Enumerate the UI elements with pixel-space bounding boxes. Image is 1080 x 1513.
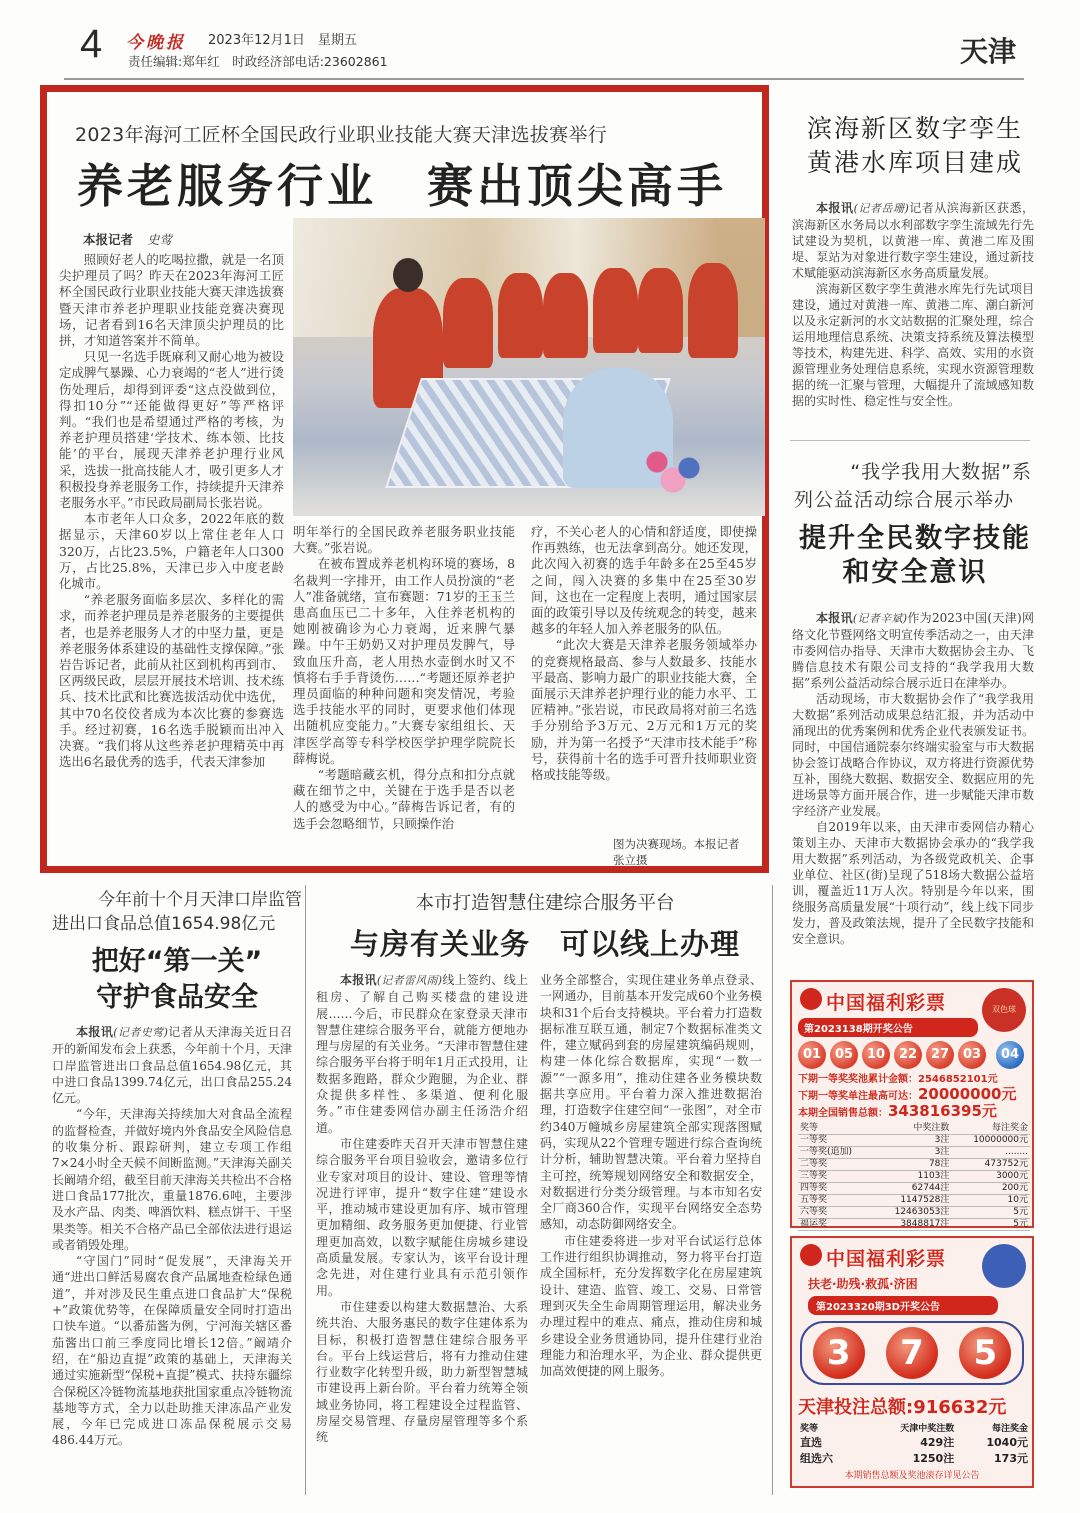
byline-name: 史莺 [147, 232, 173, 247]
housing-article-kicker: 本市打造智慧住建综合服务平台 [415, 893, 675, 914]
paragraph: 线上签约、线上租房、了解自己购买楼盘的建设进展……今后，市民群众在家登录天津市智慧住建综合服务平台，就能方便地办理与房屋的有关业务。“天津市智慧住建综合服务平台将于明年1月正式投用，让数据多跑路，群众少跑腿，为企业、群众提供多样性、多渠道、便利化服务。”市住建委网信办副主任汤浩介绍道。 [316, 973, 528, 1135]
newspaper-logo: 今晚报 [126, 33, 186, 53]
ad-title: 中国福利彩票 [826, 1248, 947, 1270]
housing-article-headline: 与房有关业务 可以线上办理 [349, 927, 740, 961]
byline-label: 本报记者 [83, 232, 134, 247]
paragraph: 疗，不关心老人的心情和舒适度，即使操作再熟练，也无法拿到高分。她还发现，此次闯入初赛的选手年龄多在25至45岁之间，闯入决赛的多集中在25至30岁间，这也在一定程度上表明，通过国家层面的政策引导以及传统观念的转变，越来越多的年轻人加入养老服务的队伍。 [531, 524, 757, 637]
article-body [780, 610, 1050, 947]
article-big-data [780, 458, 1050, 947]
article-body [780, 200, 1050, 409]
red-ball: 22 [894, 1041, 922, 1069]
lead-kicker: 2023年海河工匠杯全国民政行业职业技能大赛天津选拔赛举行 [75, 124, 608, 146]
paragraph: 市住建委将进一步对平台试运行总体工作进行组织协调推动，努力将平台打造成全国标杆，充分发挥数字化在房屋建筑设计、建造、监管、竣工、交易、日常管理到灭失全生命周期管理运用，解决业务办理过程中的难点、痛点，推动住房和城乡建设全业务贯通协同，提升住建行业治理能力和治理水平，为企业、群众提供更加高效便捷的网上服务。 [540, 1233, 762, 1379]
food-article-kicker [52, 888, 302, 936]
number-ball: 3 [813, 1327, 865, 1379]
divider [790, 440, 1030, 441]
number-ball: 7 [886, 1327, 938, 1379]
paragraph: 记者从滨海新区获悉，滨海新区水务局以水利部数字孪生流域先行先试建设为契机，以黄港一库、黄港二库及围堤、泵站为对象进行数字孪生建设，通过新技术赋能驱动滨海新区水务高质量发展。 [792, 201, 1034, 280]
max-prize-line: 下期一等奖单注最高可达：20000000元 [798, 1085, 1017, 1103]
lead-in: 本报讯(记者雷风雨) [340, 973, 443, 987]
kicker-line: 今年前十个月天津口岸监管 [98, 890, 302, 910]
paragraph: 自2019年以来，由天津市委网信办精心策划主办、天津市大数据协会承办的“我学我用大数据”系列活动，为各级党政机关、企事业单位、社区(街)呈现了518场大数据公益培训，覆盖近11万人次。特别是今年以来，围绕服务高质量发展“十项行动”，线上线下同步发力，普及政策法规，提升了全民数字技能和安全意识。 [792, 820, 1034, 946]
table-row: 直选 429注 1040元 [800, 1436, 1028, 1449]
paragraph: 滨海新区数字孪生黄港水库先行先试项目建设，通过对黄港一库、黄港二库、潮白新河以及永定新河的水文站数据的汇聚处理，综合运用地理信息系统、决策支持系统及算法模型等技术，构建先进、科学、高效、实用的水资源管理业务处理信息系统，实现水资源管理数据的统一汇聚与管理，大幅提升了流域感知数据的实时性、稳定性与安全性。 [792, 282, 1034, 408]
article-binhai-digital-twin [780, 112, 1050, 409]
blue-ball: 04 [996, 1041, 1024, 1069]
number-ball: 5 [959, 1327, 1011, 1379]
red-ball: 01 [798, 1041, 826, 1069]
photo-judge [543, 273, 588, 358]
paragraph: 在被布置成养老机构环境的赛场，8名裁判一字排开，由工作人员扮演的“老人”准备就绪，宣布赛题：71岁的王玉兰患高血压已二十多年，入住养老机构的她刚被确诊为心力衰竭，近来脾气暴躁。中午王奶奶又对护理员发脾气，导致血压升高，老人用热水壶倒水时又不慎将右手手背烫伤……“考题还原养老护理员面临的种种问题和突发情况，考验选手技能水平的同时，更要求他们体现出随机应变能力。”大赛专家组组长、天津医学高等专科学校医学护理学院院长薛梅说。 [293, 556, 515, 766]
paragraph: 市住建委以构建大数据慧治、大系统共治、大服务惠民的数字住建体系为目标，积极打造智慧住建综合服务平台。平台上线运营后，将有力推动住建行业数字化转型升级，助力新型智慧城市建设再上新台阶。平台着力统筹全领域业务协同，将工程建设全过程监管、房屋交易管理、存量房屋管理等多个系统 [316, 1299, 528, 1445]
column-divider [772, 885, 773, 1495]
photo-caption: 图为决赛现场。本报记者 张立摄 [613, 837, 751, 867]
table-row: 一等奖(追加) 3注 ........ [800, 1147, 1028, 1157]
page-number: 4 [80, 22, 103, 66]
headline-line: 守护食品安全 [96, 982, 258, 1013]
food-article-headline [52, 944, 302, 1016]
kicker-line: 进出口食品总值1654.98亿元 [52, 914, 276, 934]
article-headline [780, 112, 1050, 180]
paragraph: 市住建委昨天召开天津市智慧住建综合服务平台项目验收会，邀请多位行业专家对项目的设计、建设、管理等情况进行评审，提升“数字住建”建设水平，推动城市建设更加有序、城市管理更加精细、政务服务更加便捷、行业管理更加高效，以数字赋能住房城乡建设高质量发展。专家认为，该平台设计理念先进，对住建行业具有示范引领作用。 [316, 1136, 528, 1298]
article-headline [780, 522, 1050, 590]
lottery-ad-3d [790, 1236, 1034, 1488]
food-article-body [52, 1024, 292, 1449]
table-row: 三等奖 1103注 3000元 [800, 1171, 1028, 1181]
headline-line: 提升全民数字技能 [799, 523, 1031, 554]
game-badge: 双色球 [982, 988, 1026, 1032]
table-row: 五等奖 1147528注 10元 [800, 1195, 1028, 1205]
headline-line: 滨海新区数字孪生 [806, 114, 1023, 143]
photo-judge-head [393, 258, 423, 292]
housing-article-column-1 [316, 972, 528, 1446]
table-row: 四等奖 62744注 200元 [800, 1183, 1028, 1193]
red-ball: 03 [958, 1041, 986, 1069]
table-row: 六等奖 12463053注 5元 [800, 1207, 1028, 1217]
paragraph: 明年举行的全国民政养老服务职业技能大赛。”张岩说。 [293, 524, 515, 556]
article-kicker: 列公益活动综合展示举办 [794, 489, 1015, 511]
lead-column-3 [531, 524, 757, 783]
paragraph: 记者从天津海关近日召开的新闻发布会上获悉，今年前十个月，天津口岸监管进出口食品总值1654.98亿元，其中进口食品1399.74亿元，出口食品255.24亿元。 [52, 1025, 293, 1106]
lead-headline: 养老服务行业 赛出顶尖高手 [77, 159, 727, 213]
paragraph: 本市老年人口众多，2022年底的数据显示，天津60岁以上常住老年人口320万，占比23.5%，户籍老年人口300万，占比25.8%，天津已步入中度老龄化城市。 [59, 511, 284, 592]
photo-judge [593, 268, 638, 353]
jackpot-line: 下期一等奖奖池累计金额：2546852101元 [798, 1074, 998, 1085]
photo-judge [688, 263, 738, 358]
issue-date: 2023年12月1日 星期五 [208, 33, 357, 48]
lottery-ad-double-color [790, 980, 1034, 1228]
table-header: 奖等 中奖注数 每注奖金 [800, 1123, 1028, 1133]
editor-line: 责任编辑:郑年红 时政经济部电话:23602861 [128, 54, 388, 69]
lead-in: 本报讯(记者史莺) [76, 1025, 168, 1039]
section-title: 天津 [959, 35, 1016, 68]
lead-article [40, 85, 769, 873]
lead-column-2 [293, 524, 515, 832]
table-row: 二等奖 78注 473752元 [800, 1159, 1028, 1169]
sales-line: 本期全国销售总额：343816395元 [798, 1102, 997, 1120]
paragraph: 活动现场，市大数据协会作了“我学我用大数据”系列活动成果总结汇报，并为活动中涌现出的优秀案例和优秀企业代表颁发证书。同时，中国信通院泰尔终端实验室与市大数据协会签订战略合作协议，双方将进行资源优势互补，围绕大数据、数据安全、数据应用的先进场景等方面开展合作，进一步赋能天津市数字经济产业发展。 [792, 692, 1034, 818]
lead-in: 本报讯(记者辛斌) [816, 611, 908, 625]
ad-title: 中国福利彩票 [826, 992, 947, 1014]
draw-issue: 第2023138期开奖公告 [798, 1018, 978, 1037]
headline-line: 黄港水库项目建成 [806, 148, 1023, 177]
paragraph: “考题暗藏玄机，得分点和扣分点就藏在细节之中，关键在于选手是否以老人的感受为中心。”薛梅告诉记者，有的选手会忽略细节，只顾操作治 [293, 767, 515, 831]
paragraph: “此次大赛是天津养老服务领域举办的竞赛规格最高、参与人数最多、技能水平最高、影响力最广的职业技能大赛，全面展示天津养老护理行业的能力水平、工匠精神。”张岩说，市民政局将对前三名选手分别给予3万元、2万元和1万元的奖励，并为第一名授予“天津市技术能手”称号，获得前十名的选手可晋升技师职业资格或技能等级。 [531, 637, 757, 783]
lead-photo [293, 218, 765, 516]
housing-article-column-2 [540, 972, 762, 1379]
draw-issue: 第2023320期3D开奖公告 [808, 1296, 998, 1315]
paragraph: “养老服务面临多层次、多样化的需求，而养老护理员是养老服务的主要提供者，也是养老服务人才的中坚力量，更是养老服务体系建设的基础性支撑保障。”张岩告诉记者，此前从社区到机构再到市、区两级民政，层层开展技术培训、技术练兵、技术比武和比赛选拔活动优中选优，其中70名佼佼者成为本次比赛的参赛选手。经过初赛，16名选手脱颖而出冲入决赛。“我们将从这些养老护理精英中再选出6名最优秀的选手，代表天津参加 [59, 592, 284, 770]
masthead [0, 0, 1080, 80]
column-divider [305, 885, 306, 1495]
paragraph: 业务全部整合，实现住建业务单点登录、一网通办，目前基本开发完成60个业务模块和31个后台支持模块。平台着力打造数据标准互联互通，制定7个数据标准类文件，建立赋码到套的房屋建筑编码规则，构建一体化综合数据库，实现“一数一源”“一源多用”，推动住建各业务模块数据共享应用。平台着力深入推进数据治理，打造数字住建空间“一张图”，对全市约340万幢城乡房屋建筑全部实现落图赋码，实现从22个管理专题进行综合查询统计分析，辅助智慧决策。平台着力坚持自主可控，统筹规划网络安全和数据安全，对数据进行分类分级管理。与本市知名安全厂商360合作，实现平台网络安全态势感知，动态防御网络安全。 [540, 973, 762, 1232]
headline-line: 和安全意识 [842, 557, 988, 588]
table-row: 福运奖 3848817注 5元 [800, 1219, 1028, 1229]
headline-line: 把好“第一关” [91, 946, 263, 977]
table-header: 奖等 天津中奖注数 每注奖金 [800, 1424, 1028, 1434]
article-kicker: “我学我用大数据”系 [850, 461, 1032, 483]
welfare-lottery-logo-icon [800, 988, 822, 1010]
winning-numbers [800, 1321, 1024, 1385]
paragraph: 照顾好老人的吃喝拉撒，就是一名顶尖护理员了吗？昨天在2023年海河工匠杯全国民政行业职业技能大赛天津选拔赛暨天津市养老护理职业技能竞赛决赛现场，记者看到16名天津顶尖护理员的比拼，才知道答案并不简单。 [59, 252, 284, 349]
lead-column-1 [59, 252, 284, 771]
welfare-lottery-logo-icon [800, 1244, 822, 1266]
prize-table [798, 1123, 1030, 1231]
paragraph: 只见一名选手既麻利又耐心地为被设定成脾气暴躁、心力衰竭的“老人”进行烫伤处理后，却得到评委“这点没做到位，得扣10分”“还能做得更好”等严格评判。“我们也是希望通过严格的考核，为养老护理员搭建‘学技术、练本领、比技能’的平台，展现天津养老护理行业风采，选拔一批高技能人才，吸引更多人才积极投身养老服务工作，持续提升天津养老服务水平。”市民政局副局长张岩说。 [59, 349, 284, 511]
lead-byline [83, 230, 172, 248]
photo-judge [498, 273, 543, 358]
photo-flowers [633, 438, 713, 498]
tianjin-total: 天津投注总额:916632元 [798, 1397, 1007, 1418]
photo-judge [638, 268, 683, 353]
paragraph: 作为2023中国(天津)网络文化节暨网络文明宣传季活动之一，由天津市委网信办指导、天津市大数据协会主办、飞腾信息技术有限公司支持的“我学我用大数据”系列公益活动综合展示近日在津举办。 [792, 611, 1034, 690]
ad-slogan: 扶老·助残·救孤·济困 [808, 1277, 918, 1291]
globe-icon [982, 1244, 1026, 1288]
prize-table [800, 1421, 1028, 1466]
photo-judge [443, 278, 493, 368]
table-row: 一等奖 3注 10000000元 [800, 1135, 1028, 1145]
paragraph: “今年，天津海关持续加大对食品全流程的监督检查，并做好境内外食品安全风险信息的收集分析、跟踪研判，建立专项工作组7×24小时全天候不间断监测。”天津海关副关长阚靖介绍，截至目前天津海关共检出不合格进口食品177批次，重量1876.6吨，主要涉及水产品、肉类、啤酒饮料、糕点饼干、干坚果类等。相关不合格产品已全部依法进行退运或者销毁处理。 [52, 1107, 293, 1252]
lead-in: 本报讯(记者岳珊) [816, 201, 909, 215]
red-ball: 27 [926, 1041, 954, 1069]
paragraph: “守国门”同时“促发展”，天津海关开通“进出口鲜活易腐农食产品属地查检绿色通道”，并对涉及民生重点进口食品扩大“保税+”政策优势等，在保障质量安全同时打造出口快车道。“以番茄酱为例，宁河海关辖区番茄酱出口前三季度同比增长12倍。”阚靖介绍，在“船边直提”政策的基础上，天津海关通过实施新型“保税+直提”模式、扶持东疆综合保税区冷链物流基地获批国家重点冷链物流基地等方式，全力以赴助推天津冻品产业发展，今年已完成进口冻品保税展示交易486.44万元。 [52, 1254, 293, 1448]
winning-numbers [798, 1041, 1026, 1069]
ad-footer: 本期销售总额及奖池滚存详见公告 [844, 1471, 980, 1481]
red-ball: 05 [830, 1041, 858, 1069]
red-ball: 10 [862, 1041, 890, 1069]
masthead-divider [64, 78, 1024, 80]
table-row: 组选六 1250注 173元 [800, 1452, 1028, 1465]
